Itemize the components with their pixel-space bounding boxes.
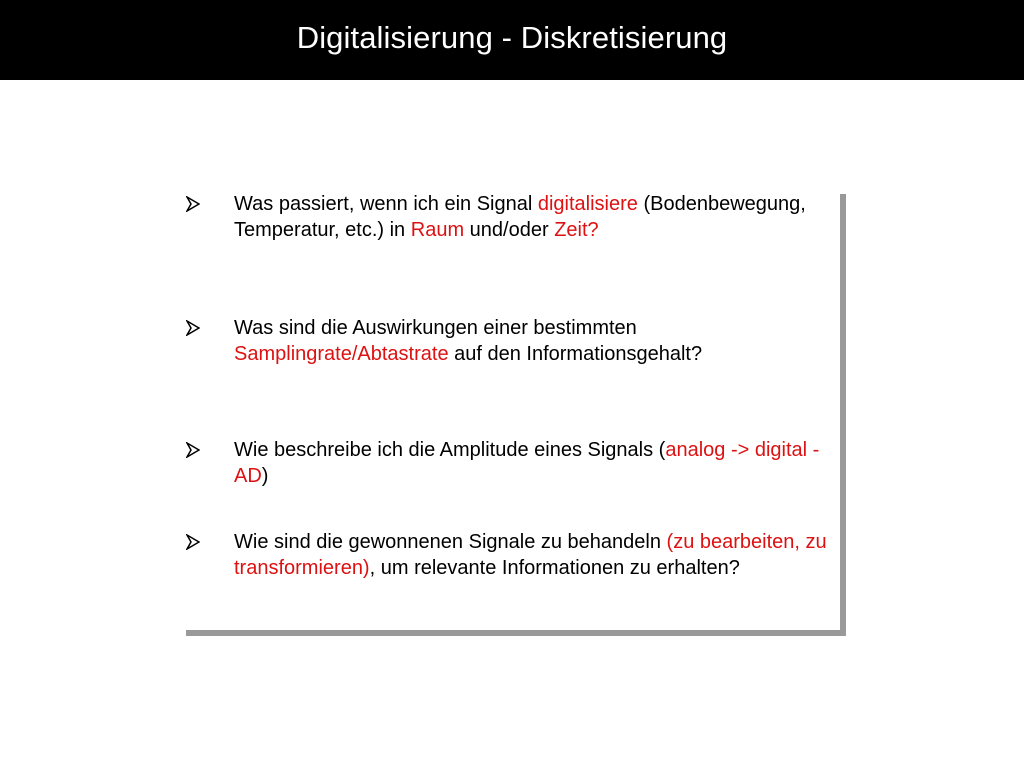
text-segment: Wie sind die gewonnenen Signale zu behandeln: [234, 531, 667, 553]
arrowhead-bullet-icon: [186, 320, 200, 336]
arrowhead-bullet-icon: [186, 534, 200, 550]
text-segment: , um relevante Informationen zu erhalten?: [369, 557, 740, 579]
text-segment: (Bodenbewegung, Temperatur, etc.) in: [234, 193, 806, 241]
highlighted-text-segment: Zeit?: [554, 219, 599, 241]
text-segment: Was passiert, wenn ich ein Signal: [234, 193, 538, 215]
bullet-text-box: [180, 188, 840, 630]
text-segment: Wie beschreibe ich die Amplitude eines Signals (: [234, 439, 666, 461]
bullet-text: [234, 191, 834, 243]
text-segment: auf den Informationsgehalt?: [448, 343, 703, 365]
highlighted-text-segment: Raum: [410, 219, 465, 241]
bullet-text: [234, 437, 834, 489]
text-segment: Was sind die Auswirkungen einer bestimmten: [234, 317, 637, 339]
highlighted-text-segment: digitalisiere: [537, 193, 638, 215]
highlighted-text-segment: analog -> digital - AD: [234, 439, 820, 487]
bullet-text: [234, 315, 834, 367]
arrowhead-bullet-icon: [186, 442, 200, 458]
text-segment: und/oder: [464, 219, 555, 241]
title-bar: [0, 0, 1024, 80]
arrowhead-bullet-icon: [186, 196, 200, 212]
bullet-text: [234, 529, 834, 581]
slide-title: Digitalisierung - Diskretisierung: [296, 20, 728, 55]
highlighted-text-segment: Samplingrate/Abtastrate: [234, 343, 449, 365]
text-segment: ): [261, 465, 269, 487]
highlighted-text-segment: (zu bearbeiten, zu transformieren): [234, 531, 827, 579]
